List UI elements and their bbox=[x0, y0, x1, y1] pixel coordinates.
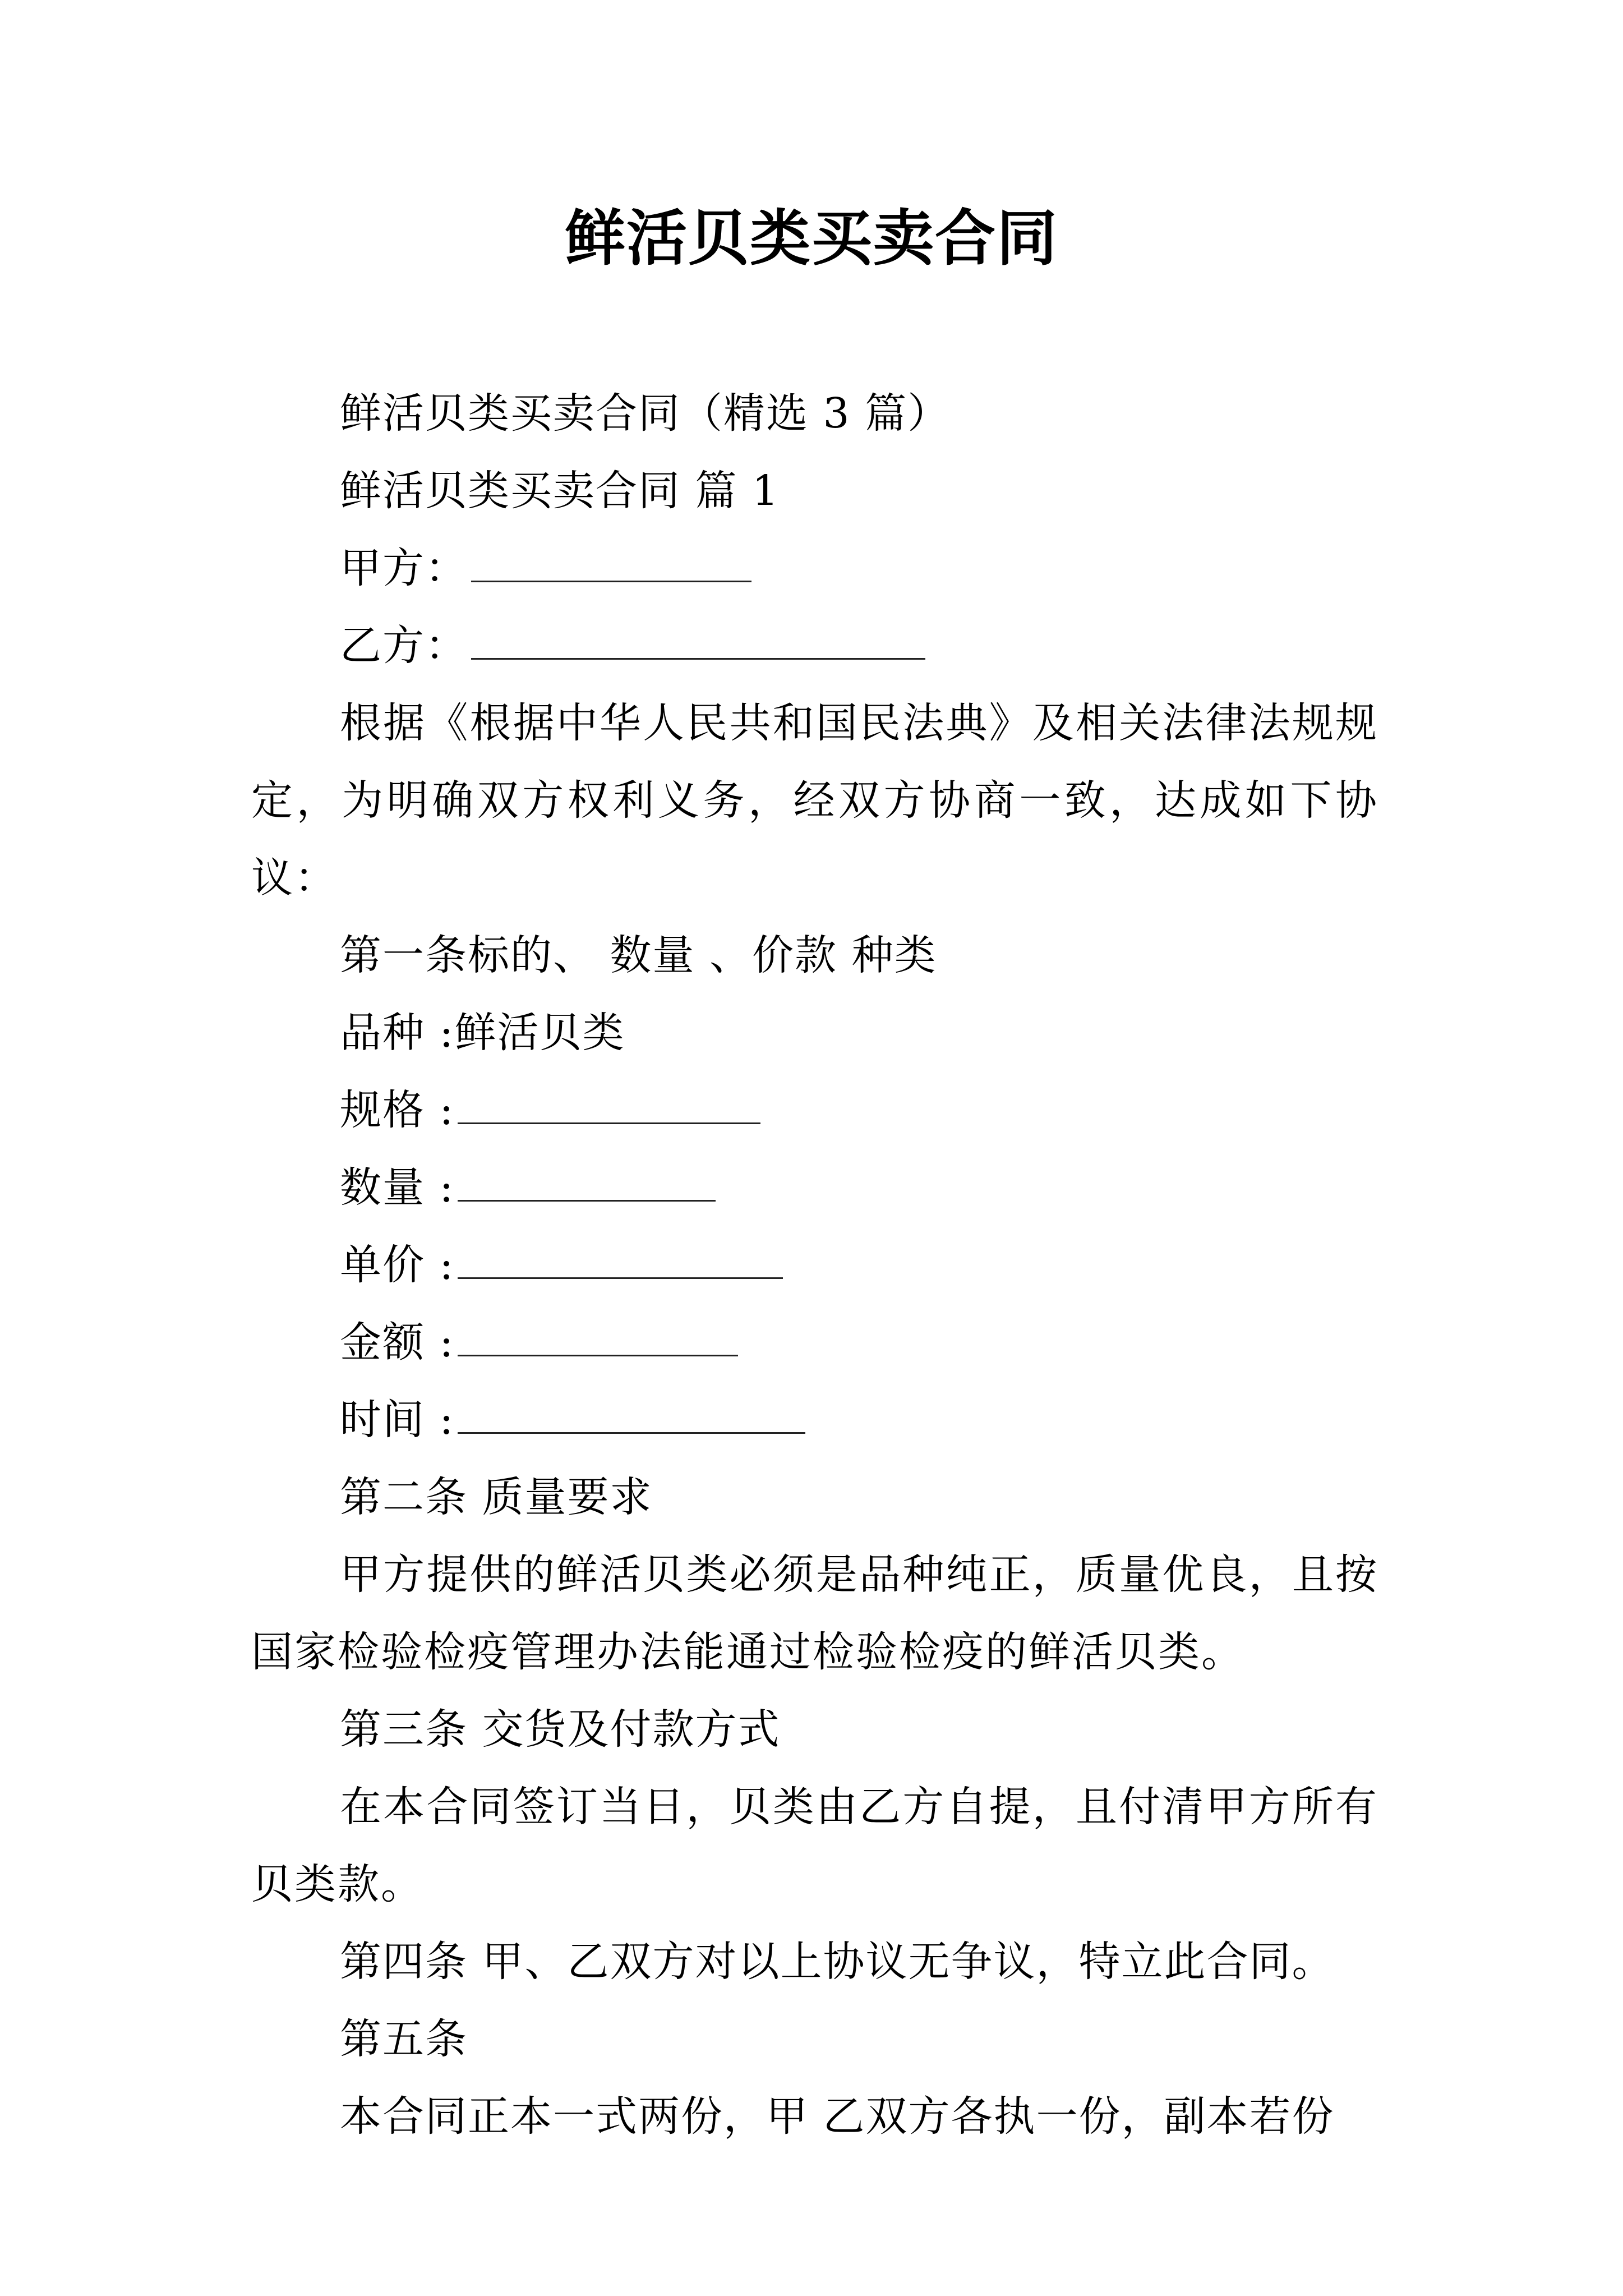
spec-line bbox=[251, 1071, 1378, 1149]
amount-blank bbox=[458, 1322, 738, 1356]
party-b-blank bbox=[471, 625, 925, 660]
article2-heading: 第二条 质量要求 bbox=[340, 1473, 653, 1521]
quantity-line bbox=[251, 1149, 1378, 1226]
article5-heading: 第五条 bbox=[340, 2015, 468, 2063]
unit-price-label: 单价 : bbox=[340, 1241, 455, 1289]
intro-paragraph: 根据《根据中华人民共和国民法典》及相关法律法规规定，为明确双方权利义务，经双方协商一致，达成如下协议： bbox=[251, 699, 1378, 902]
quantity-blank bbox=[458, 1167, 716, 1202]
quantity-label: 数量 : bbox=[340, 1163, 455, 1212]
unit-price-line bbox=[251, 1226, 1378, 1304]
document-body bbox=[251, 375, 1378, 2155]
document-title: 鲜活贝类买卖合同 bbox=[564, 203, 1058, 274]
spec-blank bbox=[458, 1090, 760, 1124]
article3-text: 在本合同签订当日，贝类由乙方自提，且付清甲方所有贝类款。 bbox=[251, 1783, 1378, 1908]
unit-price-blank bbox=[458, 1245, 783, 1279]
party-a-line bbox=[251, 530, 1378, 607]
spec-label: 规格 : bbox=[340, 1086, 455, 1134]
time-blank bbox=[458, 1400, 805, 1434]
article5-text: 本合同正本一式两份，甲 乙双方各执一份，副本若份 bbox=[340, 2092, 1335, 2141]
party-a-blank bbox=[471, 548, 751, 582]
time-label: 时间 : bbox=[340, 1396, 455, 1444]
party-b-line bbox=[251, 607, 1378, 684]
article4-text: 第四条 甲、乙双方对以上协议无争议，特立此合同。 bbox=[340, 1938, 1335, 1986]
subtitle: 鲜活贝类买卖合同（精选 3 篇） bbox=[340, 389, 951, 438]
variety-line: 品种 :鲜活贝类 bbox=[340, 1009, 625, 1057]
article3-heading: 第三条 交货及付款方式 bbox=[340, 1705, 781, 1754]
party-a-label: 甲方： bbox=[340, 544, 468, 592]
amount-line bbox=[251, 1304, 1378, 1381]
party-b-label: 乙方： bbox=[340, 622, 468, 670]
section-heading: 鲜活贝类买卖合同 篇 1 bbox=[340, 467, 780, 515]
amount-label: 金额 : bbox=[340, 1318, 455, 1366]
article2-text: 甲方提供的鲜活贝类必须是品种纯正，质量优良，且按国家检验检疫管理办法能通过检验检疫的鲜活贝类。 bbox=[251, 1550, 1378, 1676]
time-line bbox=[251, 1381, 1378, 1458]
article1-heading: 第一条标的、 数量 、价款 种类 bbox=[340, 931, 937, 979]
